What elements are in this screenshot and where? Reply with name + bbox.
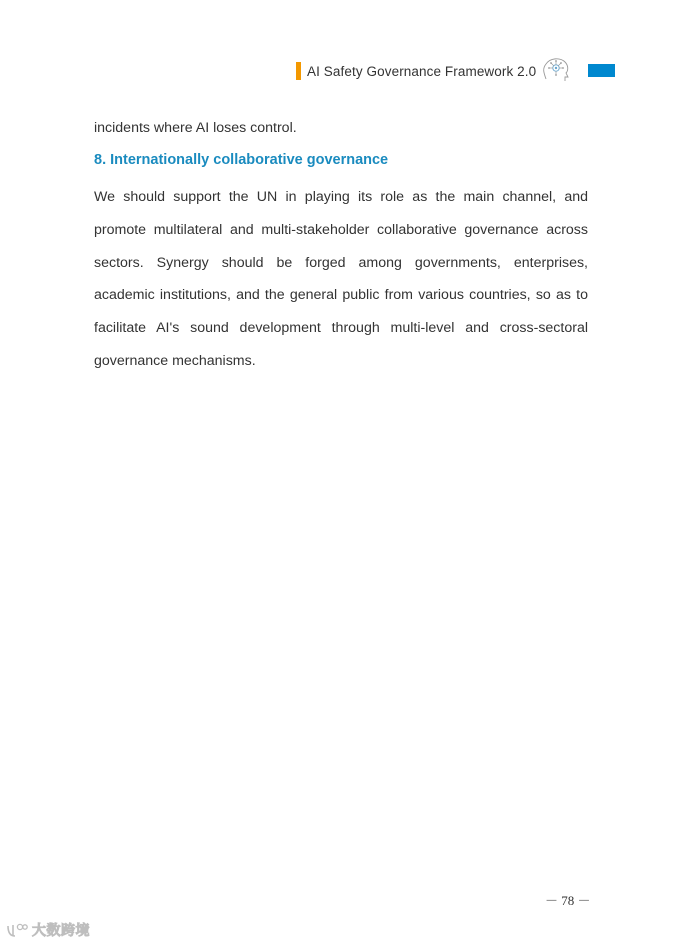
section-heading: 8. Internationally collaborative governance — [94, 152, 389, 168]
head-circuit-icon — [538, 55, 574, 83]
section-paragraph: We should support the UN in playing its role as the main channel, and promote multilateral and multi-stakeholder collaborative governance across sectors. Synergy should be forged among governments, enterprises, academic institutions, and the general public from various countries, so as to facilitate AI's sound development through multi-level and cross-sectoral governance mechanisms. — [94, 189, 588, 369]
continuation-line: incidents where AI loses control. — [94, 120, 297, 136]
header-blue-accent — [588, 64, 615, 77]
page-header — [296, 58, 574, 84]
watermark-logo-icon — [6, 922, 28, 938]
page-number: － 78 － — [545, 893, 591, 908]
header-orange-accent — [296, 62, 301, 80]
header-title: AI Safety Governance Framework 2.0 — [307, 63, 537, 79]
watermark-text: 大数跨境 — [32, 922, 90, 938]
watermark — [6, 920, 90, 940]
